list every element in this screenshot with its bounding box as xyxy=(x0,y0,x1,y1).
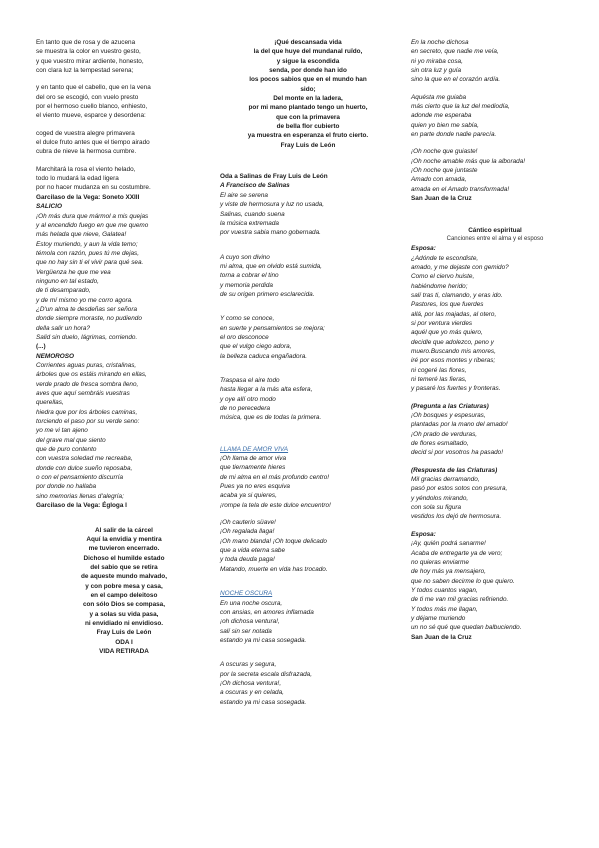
poem-line: con sola su figura xyxy=(411,504,462,512)
poem-line: della salir un hora? xyxy=(36,324,90,332)
poem-line: todo lo mudará la edad ligera xyxy=(36,175,119,183)
stanza-spacer xyxy=(220,645,396,660)
poem-line: el viento mueve, esparce y desordena: xyxy=(36,112,146,120)
poem-line: se muestra la color en vuestro gesto, xyxy=(36,48,141,56)
poem-line: y que vuestro mirar ardiente, honesto, xyxy=(36,57,144,65)
poem-line: ni cogeré las flores, xyxy=(411,366,467,374)
poem-line: y sigue la escondida xyxy=(276,57,340,65)
poem-line: iré por esos montes y riberas; xyxy=(411,357,496,365)
poem-line: Y todos cuantos vagan, xyxy=(411,586,478,594)
poem-line: me tuvieron encerrado. xyxy=(88,545,160,553)
poem-line: la música extremada xyxy=(220,219,279,227)
stanza-spacer xyxy=(411,394,579,402)
poem-line: Fray Luis de León xyxy=(280,141,336,149)
stanza-spacer xyxy=(220,510,396,518)
poem-line: ¡Oh prado de verduras, xyxy=(411,430,478,438)
poem-line: en parte donde nadie parecía. xyxy=(411,131,497,139)
poem-line: de no perecedera xyxy=(220,405,271,412)
poem-line: donde siempre moraste, no pudiendo xyxy=(36,315,142,323)
stanza-spacer xyxy=(220,574,396,589)
poem-line: y viste de hermosura y luz no usada, xyxy=(220,201,325,209)
poem-line: Traspasa el aire todo xyxy=(220,376,280,384)
poem-line: A Francisco de Salinas xyxy=(220,182,290,190)
poem-line: Estoy muriendo, y aun la vida temo; xyxy=(36,240,138,248)
poem-line: Cántico espiritual xyxy=(468,226,522,234)
poem-line: Mil gracias derramando, xyxy=(411,476,480,484)
stanza-spacer xyxy=(36,511,212,526)
poem-line: hiedra que por los árboles caminas, xyxy=(36,408,138,416)
poem-line: En la noche dichosa xyxy=(411,39,469,46)
poem-line: ¡Qué descansada vida xyxy=(274,39,342,46)
poem-line: hasta llegar a la más alta esfera, xyxy=(220,386,313,394)
poem-line: Del monte en la ladera, xyxy=(273,95,343,103)
poem-line: de mi alma en el más profundo centro! xyxy=(220,473,330,481)
poem-line: SALICIO xyxy=(36,203,62,211)
poem-line: Matando, muerte en vida has trocado. xyxy=(220,565,328,573)
poem-line: ¡Oh dichosa ventura!, xyxy=(220,679,282,687)
column-right xyxy=(411,38,579,642)
poem-line: amada en el Amado transformada! xyxy=(411,185,510,193)
poem-line: ni temeré las fieras, xyxy=(411,376,467,383)
poem-line: por no hacer mudanza en su costumbre. xyxy=(36,184,151,192)
poem-line: San Juan de la Cruz xyxy=(411,633,472,641)
poem-line: y yéndolos mirando, xyxy=(411,494,469,502)
poem-line: Y como se conoce, xyxy=(220,315,275,323)
poem-line: del sabio que se retira xyxy=(90,563,158,571)
poem-line: decidle que adolezco, peno y xyxy=(411,338,494,346)
poem-line: el oro desconoce xyxy=(220,333,269,341)
poem-line: por vuestra sabia mano gobernada. xyxy=(220,229,321,237)
poem-line: VIDA RETIRADA xyxy=(99,647,149,655)
poem-line: los pocos sabios que en el mundo han xyxy=(249,76,367,84)
poem-line: de ti me van mil gracias refiriendo. xyxy=(411,596,509,604)
poem-line: Esposa: xyxy=(411,530,436,538)
stanza-spacer xyxy=(36,157,212,165)
poem-line: el dulce fruto antes que el tiempo airado xyxy=(36,139,150,147)
poem-line: aves que aquí sembráis vuestras xyxy=(36,390,130,398)
poem-line: Marchitará la rosa el viento helado, xyxy=(36,165,136,173)
poem-line: donde con dulce sueño reposaba, xyxy=(36,464,133,472)
poem-line: con sólo Dios se compasa, xyxy=(82,601,166,609)
poem-line: Al salir de la cárcel xyxy=(95,526,153,534)
poem-line: con clara luz la tempestad serena; xyxy=(36,67,134,75)
poem-line: ¡Oh bosques y espesuras, xyxy=(411,412,486,420)
poem-line: (Pregunta a las Criaturas) xyxy=(411,402,489,410)
poem-line: o con el pensamiento discurría xyxy=(36,474,124,482)
poem-line: con ansias, en amores inflamada xyxy=(220,608,314,616)
poem-line: NOCHE OSCURA xyxy=(220,590,273,598)
poem-line: que el vulgo ciego adora, xyxy=(220,343,292,351)
poem-line: que a vida eterna sabe xyxy=(220,547,286,555)
stanza-spacer xyxy=(411,85,579,93)
stanza-spacer xyxy=(220,361,396,376)
poem-line: y memoria perdida xyxy=(220,281,273,289)
poem-line: un no sé qué que quedan balbuciendo. xyxy=(411,624,522,632)
poem-line: pasó por estos sotos con presura, xyxy=(411,485,508,493)
poem-line: LLAMA DE AMOR VIVA xyxy=(220,445,289,453)
poem-line: querellas, xyxy=(36,399,64,407)
poem-line: por la secreta escala disfrazada, xyxy=(220,670,313,678)
poem-line: con vuestra soledad me recreaba, xyxy=(36,455,133,463)
poem-line: senda, por donde han ido xyxy=(269,67,347,75)
poem-line: Fray Luis de León xyxy=(96,629,152,637)
poem-line: torna a cobrar el tino xyxy=(220,272,279,280)
poem-line: ¡Ay, quién podrá sanarme! xyxy=(411,540,486,548)
poem-line: de su origen primero esclarecida. xyxy=(220,290,315,298)
poem-line: plantadas por la mano del amado! xyxy=(411,421,508,429)
poem-line: Aquésta me guiaba xyxy=(411,93,467,101)
poem-line: sino la que en el corazón ardía. xyxy=(411,76,501,84)
stanza-spacer xyxy=(220,238,396,253)
poem-line: ¡oh dichosa ventura!, xyxy=(220,618,280,626)
poem-line: adonde me esperaba xyxy=(411,112,472,120)
poem-line: de hoy más ya mensajero, xyxy=(411,568,486,576)
poem-line: ni yo miraba cosa, xyxy=(411,57,463,65)
poem-line: sino memorias llenas d'alegría; xyxy=(36,492,124,500)
poem-line: En una noche oscura, xyxy=(220,599,283,607)
poem-line: Amado con amada, xyxy=(411,176,467,184)
poem-line: Salinas, cuando suena xyxy=(220,210,285,218)
poem-line: la belleza caduca engañadora. xyxy=(220,352,308,360)
poem-line: ni envidiado ni envidioso. xyxy=(84,619,164,627)
poem-line: verde prado de fresca sombra lleno, xyxy=(36,380,139,388)
poem-line: Pues ya no eres esquiva xyxy=(220,483,290,491)
stanza-spacer xyxy=(411,522,579,530)
poem-line: y toda deuda paga! xyxy=(220,556,275,564)
poem-line: ninguno en tal estado, xyxy=(36,277,99,285)
poem-line: sin otra luz y guía xyxy=(411,67,462,75)
poem-line: de aqueste mundo malvado, xyxy=(81,573,167,581)
poem-line: árboles que os estáis mirando en ellas, xyxy=(36,371,147,379)
poem-line: más cierto que la luz del mediodía, xyxy=(411,103,510,111)
poem-line: ODA I xyxy=(115,638,133,646)
poem-line: En tanto que de rosa y de azucena xyxy=(36,39,136,46)
poem-line: Y todos más me llagan, xyxy=(411,605,478,613)
poem-line: y pasaré los fuertes y fronteras. xyxy=(411,385,501,393)
poem-line: Acaba de entregarte ya de vero; xyxy=(411,549,503,557)
stanza-spacer xyxy=(220,150,396,172)
poem-line: Garcilaso de la Vega: Soneto XXIII xyxy=(36,193,140,201)
poem-line: yo me vi tan ajeno xyxy=(36,427,88,435)
poem-line: ¡Oh cauterio süave! xyxy=(220,519,276,527)
poem-line: ¡Oh noche amable más que la alborada! xyxy=(411,157,526,165)
poem-line: Salid sin duelo, lágrimas, corriendo. xyxy=(36,333,138,341)
poem-line: habiéndome herido; xyxy=(411,282,468,290)
poem-line: Esposa: xyxy=(411,245,436,253)
poem-line: allá, por las majadas, al otero, xyxy=(411,310,497,318)
poem-line: que tiernamente hieres xyxy=(220,464,286,472)
poem-line: y a solas su vida pasa, xyxy=(89,610,159,618)
stanza-spacer xyxy=(36,75,212,83)
poem-line: más helada que nieve, Galatea! xyxy=(36,231,127,239)
poem-line: aquél que yo más quiero, xyxy=(411,329,483,337)
poem-line: quien yo bien me sabía, xyxy=(411,121,479,129)
stanza-spacer xyxy=(411,458,579,466)
poem-line: que no saben decirme lo que quiero. xyxy=(411,577,515,585)
poem-line: NEMOROSO xyxy=(36,352,74,360)
poem-line: ¡Oh llama de amor viva xyxy=(220,455,287,463)
poem-line: torciendo el paso por su verde seno: xyxy=(36,418,140,426)
poem-line: del oro se escogió, con vuelo presto xyxy=(36,93,139,101)
poem-line: por donde no hallaba xyxy=(36,483,97,491)
poem-line: y con pobre mesa y casa, xyxy=(85,582,163,590)
stanza-spacer xyxy=(411,204,579,226)
poem-line: de bella flor cubierto xyxy=(276,123,340,131)
poem-line: Vergüenza he que me vea xyxy=(36,268,111,276)
poem-line: salí sin ser notada xyxy=(220,627,272,635)
poem-line: en el campo deleitoso xyxy=(90,591,158,599)
poem-line: sido; xyxy=(300,85,316,93)
poem-line: acaba ya si quieres, xyxy=(220,492,277,500)
poem-line: estando ya mi casa sosegada. xyxy=(220,636,307,644)
poem-line: y déjame muriendo xyxy=(411,614,466,622)
column-left xyxy=(36,38,212,656)
poem-line: ¡Oh noche que juntaste xyxy=(411,167,478,175)
column-middle xyxy=(220,38,396,707)
poem-line: ¡Oh noche que guiaste! xyxy=(411,148,478,156)
stanza-spacer xyxy=(411,139,579,147)
poem-line: en secreto, que nadie me veía, xyxy=(411,48,499,56)
poem-line: y al encendido fuego en que me quemo xyxy=(36,221,149,229)
poem-line: mi alma, que en olvido está sumida, xyxy=(220,262,322,270)
stanza-spacer xyxy=(220,423,396,445)
poem-line: Oda a Salinas de Fray Luis de León xyxy=(220,173,328,181)
poem-line: de ti desamparado, xyxy=(36,287,91,295)
poem-line: A cuyo son divino xyxy=(220,253,270,261)
poem-line: música, que es de todas la primera. xyxy=(220,414,322,422)
poem-line: del grave mal que siento xyxy=(36,436,106,444)
poem-line: cubra de nieve la hermosa cumbre. xyxy=(36,148,137,156)
poem-line: que con la primavera xyxy=(276,113,340,121)
poem-line: si por ventura vierdes xyxy=(411,319,473,327)
poem-line: ¡rompe la tela de este dulce encuentro! xyxy=(220,501,331,509)
poem-line: a oscuras y en celada, xyxy=(220,689,284,697)
poem-line: de flores esmaltado, xyxy=(411,440,469,448)
poem-line: la del que huye del mundanal ruïdo, xyxy=(253,48,363,56)
poem-line: estando ya mi casa sosegada. xyxy=(220,698,307,706)
poem-line: témola con razón, pues tú me dejas, xyxy=(36,249,140,257)
poem-line: vestidos los dejó de hermosura. xyxy=(411,513,502,521)
stanza-spacer xyxy=(36,121,212,129)
poem-line: A oscuras y segura, xyxy=(220,661,277,669)
poem-line: por mi mano plantado tengo un huerto, xyxy=(248,104,368,112)
poem-line: San Juan de la Cruz xyxy=(411,195,472,203)
poem-line: ¿D'un alma te desdeñas ser señora xyxy=(36,305,138,313)
poem-line: que de puro contento xyxy=(36,446,97,454)
poem-line: Aquí la envidia y mentira xyxy=(86,535,162,543)
stanza-spacer xyxy=(220,299,396,314)
poem-line: Canciones entre el alma y el esposo xyxy=(446,235,544,242)
poem-line: ¡Oh mano blanda! ¡Oh toque delicado xyxy=(220,537,327,545)
poem-line: Garcilaso de la Vega: Égloga I xyxy=(36,502,127,510)
poem-line: Corrientes aguas puras, cristalinas, xyxy=(36,362,137,369)
poem-line: (Respuesta de las Criaturas) xyxy=(411,466,498,474)
poem-line: Dichoso el humilde estado xyxy=(83,554,165,562)
poem-line: no quieras enviarme xyxy=(411,558,469,566)
poem-line: ¡Oh más dura que mármol a mis quejas xyxy=(36,212,149,220)
poem-line: El aire se serena xyxy=(220,191,268,199)
poem-line: coged de vuestra alegre primavera xyxy=(36,129,135,137)
poem-line: muero.Buscando mis amores, xyxy=(411,347,496,355)
poem-line: por el hermoso cuello blanco, enhiesto, xyxy=(36,103,148,111)
poem-line: y de mí mismo yo me corro agora. xyxy=(36,296,133,304)
poem-line: ya muestra en esperanza el fruto cierto. xyxy=(247,132,369,140)
poem-line: Como el ciervo huiste, xyxy=(411,273,475,281)
poem-line: en suerte y pensamientos se mejora; xyxy=(220,324,325,332)
poem-line: ¿Adónde te escondiste, xyxy=(411,254,479,262)
poem-line: Pastores, los que fuerdes xyxy=(411,301,484,309)
poem-line: salí tras ti, clamando, y eras ido. xyxy=(411,291,503,299)
poem-line: y en tanto que el cabello, que en la vena xyxy=(36,84,151,92)
poem-line: y oye allí otro modo xyxy=(220,395,276,403)
poem-line: (...) xyxy=(36,343,46,351)
poem-line: que no hay sin ti el vivir para qué sea. xyxy=(36,259,144,267)
poem-line: ¡Oh regalada llaga! xyxy=(220,528,275,536)
poem-line: amado, y me dejaste con gemido? xyxy=(411,263,509,271)
poem-line: decid si por vosotros ha pasado! xyxy=(411,449,504,457)
